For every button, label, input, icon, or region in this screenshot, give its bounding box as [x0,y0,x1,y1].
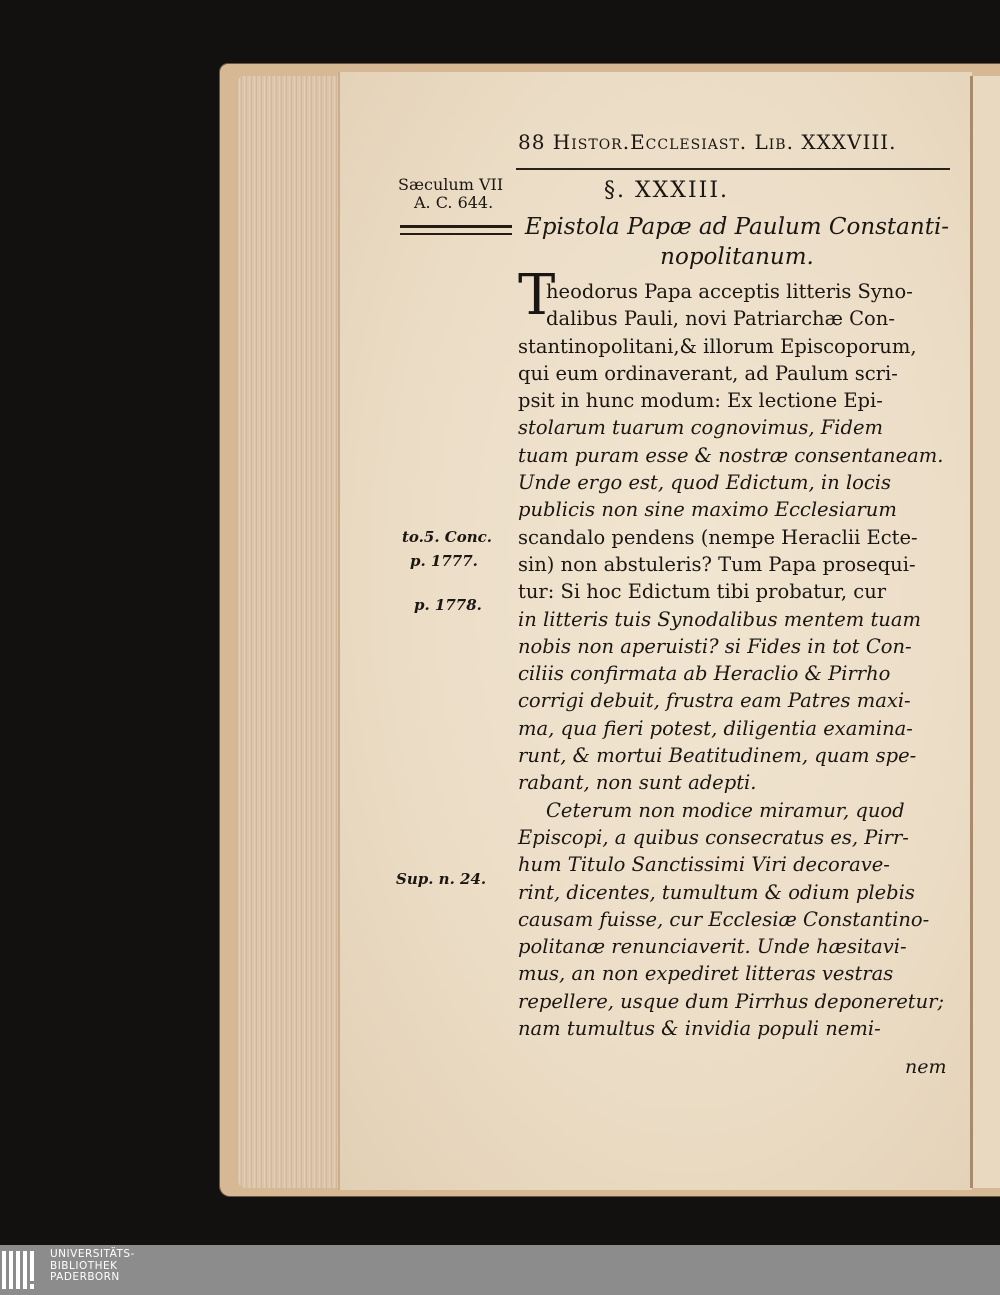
text-line: publicis non sine maximo Ecclesiarum [518,498,897,522]
text-line: nam tumultus & invidia populi nemi- [518,1017,881,1041]
footer-bar [0,1245,1000,1295]
library-name-line: PADERBORN [50,1271,120,1283]
text-line: politanæ renunciaverit. Unde hæsitavi- [518,935,907,959]
text-line: ciliis confirmata ab Heraclio & Pirrho [518,662,891,686]
section-title-line: Epistola Papæ ad Paulum Constanti- [524,214,950,240]
header-rule [516,168,950,170]
margin-reference: p. 1777. [410,552,478,570]
library-name-line: BIBLIOTHEK [50,1259,118,1272]
margin-rule-thin [400,233,512,235]
section-title [522,212,952,272]
text-line: causam fuisse, cur Ecclesiæ Constantino- [518,907,930,931]
running-head: 88 Histor.Ecclesiast. Lib. XXXVIII. [518,130,897,154]
margin-saeculum: Sæculum VII [398,175,504,194]
text-line: stantinopolitani,& illorum Episcoporum, [518,334,917,358]
body-text [518,278,950,1042]
margin-reference: Sup. n. 24. [396,870,487,888]
library-name-line: UNIVERSITÄTS- [50,1248,135,1260]
section-title-line: nopolitanum. [660,244,814,270]
facing-page-edge [970,76,1000,1188]
text-line: in litteris tuis Synodalibus mentem tuam [518,607,921,631]
margin-annus: A. C. 644. [414,193,494,212]
text-line: heodorus Papa acceptis litteris Syno- [546,280,913,303]
text-line: ma, qua fieri potest, diligentia examina- [518,716,913,740]
margin-reference: p. 1778. [414,596,482,614]
text-line: sin) non abstuleris? Tum Papa prosequi- [518,552,916,576]
text-line: Ceterum non modice miramur, quod [546,798,905,822]
section-number: §. XXXIII. [604,178,730,203]
text-line: dalibus Pauli, novi Patriarchæ Con- [546,307,895,331]
text-line: scandalo pendens (nempe Heraclii Ecte- [518,525,918,549]
text-line: repellere, usque dum Pirrhus deponeretur; [518,989,945,1013]
library-logo-icon [2,1249,42,1291]
margin-reference: to.5. Conc. [402,528,492,546]
text-line: Unde ergo est, quod Edictum, in locis [518,471,892,495]
text-line: Episcopi, a quibus consecratus es, Pirr- [518,825,909,849]
text-line: mus, an non expediret litteras vestras [518,962,894,986]
text-line: hum Titulo Sanctissimi Viri decorave- [518,853,890,877]
text-line: stolarum tuarum cognovimus, Fidem [518,416,884,440]
text-line: qui eum ordinaverant, ad Paulum scri- [518,361,898,385]
text-line: psit in hunc modum: Ex lectione Epi- [518,389,883,413]
text-line: rabant, non sunt adepti. [518,771,757,795]
page-edges [238,76,338,1188]
catchword: nem [905,1056,947,1078]
text-line: tuam puram esse & nostræ consentaneam. [518,443,944,467]
text-line: corrigi debuit, frustra eam Patres maxi- [518,689,911,713]
margin-rule-thick [400,225,512,228]
text-line: rint, dicentes, tumultum & odium plebis [518,880,915,904]
library-name [50,1249,135,1284]
text-line: nobis non aperuisti? si Fides in tot Con- [518,634,912,658]
drop-capital: T [518,263,556,328]
text-line: tur: Si hoc Edictum tibi probatur, cur [518,580,887,604]
text-line: runt, & mortui Beatitudinem, quam spe- [518,744,917,768]
